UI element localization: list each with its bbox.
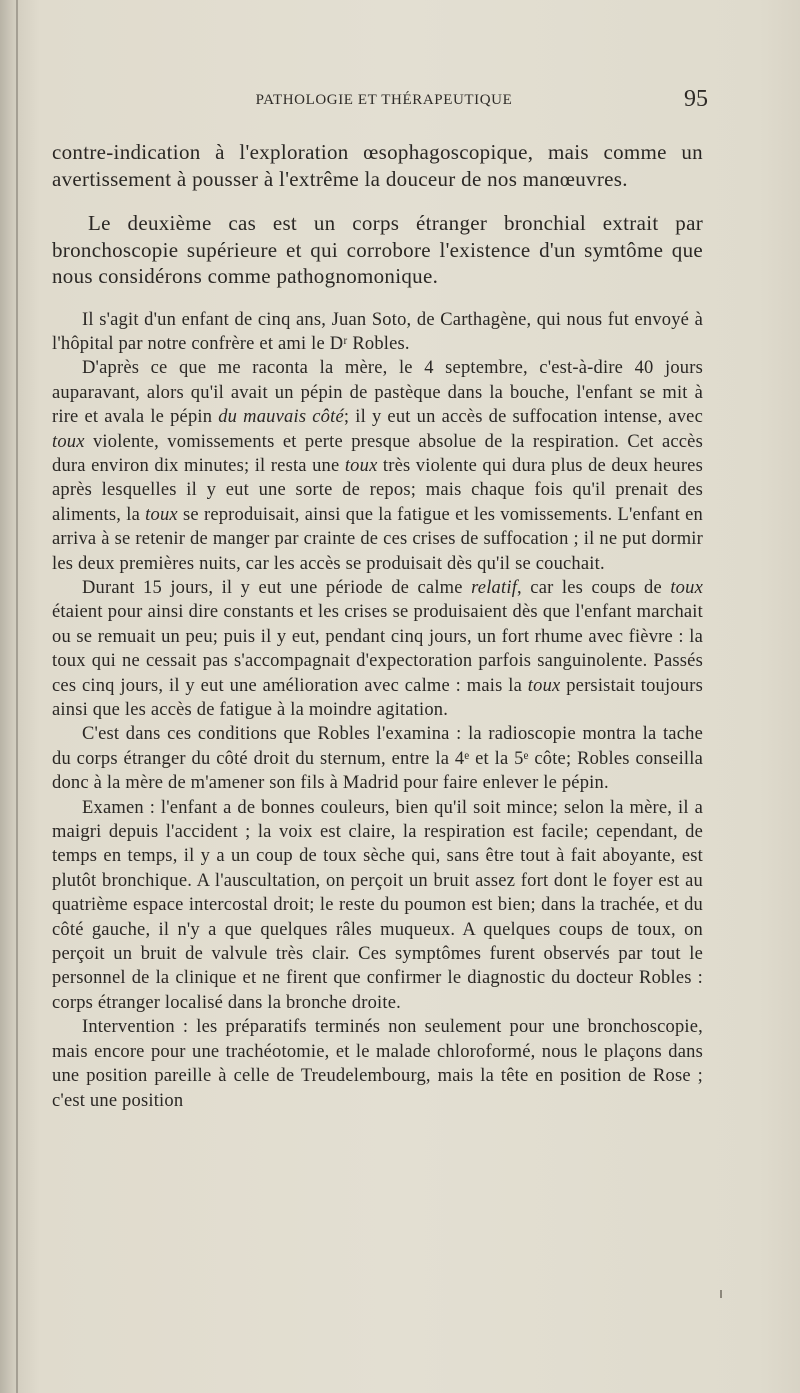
text-run: Durant 15 jours, il y eut une période de calme	[82, 577, 472, 598]
italic-run: toux	[670, 577, 703, 598]
text-run: étaient pour ainsi dire constants et les crises se produisaient dès que l'enfant marchait ou se remuait un peu; puis il y eut, pendant cinq jours, un fort rhume avec fièvre : la toux qui ne cessait pas s'accompagnait d'expectoration parfois sanguinolente. Passés ces cinq jours, il y eut une amélioration avec calme : mais la	[52, 602, 703, 696]
italic-run: toux	[527, 675, 561, 696]
paper-speck	[720, 1290, 722, 1298]
paragraph-second-case: Le deuxième cas est un corps étranger bronchial extrait par bronchoscopie supérieure et qui corrobore l'existence d'un symtôme que nous considérons comme pathognomonique.	[52, 211, 703, 288]
binding-shadow	[16, 0, 18, 1393]
text-run: persistait toujours ainsi que les accès de fatigue à la moindre agitation.	[52, 675, 704, 720]
italic-run: toux	[145, 504, 178, 525]
paragraph-patient-intro: Il s'agit d'un enfant de cinq ans, Juan Soto, de Carthagène, qui nous fut envoyé à l'hôpital par notre confrère et ami le Dʳ Robles.	[52, 309, 703, 354]
text-run: violente, vomissements et perte presque absolue de la respiration. Cet accès dura environ dix minutes; il resta une	[52, 431, 703, 476]
italic-run: toux	[52, 431, 85, 452]
text-run: se reproduisait, ainsi que la fatigue et les vomissements. L'enfant en arriva à se retenir de manger par crainte de ces crises de suffocation ; il ne put dormir les deux premières nuits, car les accès se produisait dès qu'il se couchait.	[52, 504, 703, 574]
paragraph-continuation: contre-indication à l'exploration œsophagoscopique, mais comme un avertissement à pousser à l'extrême la douceur de nos manœuvres.	[52, 140, 703, 191]
text-run: D'après ce que me raconta la mère, le 4 septembre, c'est-à-dire 40 jours auparavant, alors qu'il avait un pépin de pastèque dans la bouche, l'enfant se mit à rire et avala le pépin	[52, 358, 703, 428]
body-text	[52, 139, 703, 1113]
paragraph-calm-period	[52, 576, 703, 722]
running-head: PATHOLOGIE ET THÉRAPEUTIQUE	[255, 92, 513, 108]
italic-run: toux	[344, 455, 378, 476]
text-run: très violente qui dura plus de deux heures après lesquelles il y eut une sorte de repos; mais chaque fois qu'il prenait des aliments, la	[52, 455, 703, 525]
page-number: 95	[684, 86, 708, 112]
italic-run: du mauvais côté	[218, 407, 344, 428]
text-run: , car les coups de	[517, 577, 671, 598]
italic-run: relatif	[471, 577, 518, 598]
paragraph-intervention: Intervention : les préparatifs terminés non seulement pour une bronchoscopie, mais encore pour une trachéotomie, et le malade chloroformé, nous le plaçons dans une position pareille à celle de Treudelembourg, mais la tête en position de Rose ; c'est une position	[52, 1017, 703, 1111]
paragraph-examination: Examen : l'enfant a de bonnes couleurs, bien qu'il soit mince; selon la mère, il a maigri depuis l'accident ; la voix est claire, la respiration est facile; cependant, de temps en temps, il y a un coup de toux sèche qui, sans être tout à fait aboyante, est plutôt bronchique. A l'auscultation, on perçoit un bruit assez fort dont le foyer est au quatrième espace intercostal droit; le reste du poumon est bien; dans la trachée, et du côté gauche, il n'y a que quelques râles muqueux. A quelques coups de toux, on perçoit un bruit de valvule très clair. Ces symptômes furent observés par tout le personnel de la clinique et ne firent que confirmer le diagnostic du docteur Robles : corps étranger localisé dans la bronche droite.	[52, 797, 703, 1013]
paragraph-history	[52, 356, 703, 576]
page-header	[60, 86, 708, 122]
text-run: ; il y eut un accès de suffocation intense, avec	[343, 407, 703, 428]
paragraph-radioscopy: C'est dans ces conditions que Robles l'examina : la radioscopie montra la tache du corps étranger du côté droit du sternum, entre la 4ᵉ et la 5ᵉ côte; Robles conseilla donc à la mère de m'amener son fils à Madrid pour faire enlever le pépin.	[52, 724, 703, 794]
